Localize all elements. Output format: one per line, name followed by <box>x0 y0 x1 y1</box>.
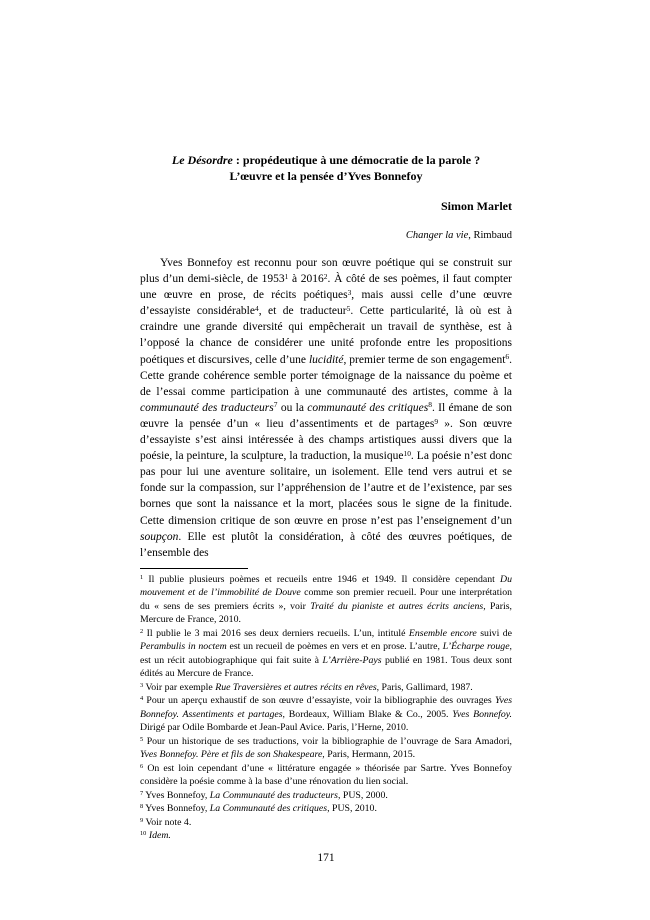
text-run: . La poésie n’est donc pas pour lui une aventure solitaire, un isolement. Elle tend vers autrui et se fonde sur la compassion, sur l’appréhension de l’autre et de l’existence, par ses bornes que sont la naissance et la mort, placées sous le signe de la finitude. Cette dimension critique de son œuvre en prose n’est pas l’enseignement d’un <box>140 450 512 527</box>
text-block <box>140 152 512 843</box>
text-run: Perambulis in noctem <box>140 641 227 653</box>
article-title <box>140 152 512 184</box>
text-run: , Paris, Gallimard, 1987. <box>376 681 473 693</box>
footnote-item <box>140 789 512 803</box>
text-run: . Elle est plutôt la considération, à côté des œuvres poétiques, de l’ensemble des <box>140 530 512 559</box>
article-title-line2: L’œuvre et la pensée d’Yves Bonnefoy <box>229 169 423 183</box>
text-run: soupçon <box>140 530 179 543</box>
footnote-item <box>140 829 512 843</box>
text-run: La Communauté des critiques <box>209 803 328 815</box>
text-run: , est un récit autobiographique qui fait suite à <box>140 641 512 666</box>
footnote-reference: 5 <box>346 303 351 313</box>
text-run: On est loin cependant d’une « littérature engagée » théorisée par Sartre. Yves Bonnefoy considère la poésie comme à la base d’une rénovation du lien social. <box>140 762 512 788</box>
text-run: , PUS, 2000. <box>337 789 388 801</box>
text-run: Traité du pianiste et autres écrits anciens <box>310 600 484 612</box>
footnote-item <box>140 735 512 762</box>
text-run: ». Son œuvre d’essayiste s’est ainsi intéressée à des champs artistiques aussi divers que la poésie, la peinture, la sculpture, la traduction, la musique <box>140 417 513 463</box>
text-run: est un recueil de poèmes en vers et en prose. L’autre, <box>226 641 443 653</box>
text-run: communauté des critiques <box>307 401 429 414</box>
footnote-item <box>140 681 512 695</box>
footnote-item <box>140 802 512 816</box>
text-run: ou la <box>277 401 308 414</box>
footnote-number: 10 <box>140 830 147 838</box>
text-run: Yves Bonnefoy, <box>145 789 210 801</box>
footnote-reference: 2 <box>323 271 328 281</box>
text-run: Du mouvement et de l’immobilité de Douve <box>140 573 513 599</box>
footnote-number: 8 <box>140 803 144 811</box>
footnote-number: 5 <box>140 735 144 743</box>
text-run: . Cette grande cohérence semble porter témoignage de la naissance du poème et de l’essai comme participation à une communauté des artistes, comme à la <box>140 353 512 398</box>
footnote-reference: 8 <box>428 400 432 410</box>
text-run: suivi de <box>476 627 513 639</box>
text-run: Yves Bonnefoy. Assentiments et partages <box>140 695 513 720</box>
text-run: communauté des traducteurs <box>140 401 274 414</box>
text-run: , Bordeaux, William Blake & Co., 2005. <box>282 708 453 720</box>
text-run: Yves Bonnefoy, <box>145 803 210 815</box>
footnote-number: 4 <box>140 695 144 703</box>
text-run: . Il émane de son œuvre la pensée d’un « lieu d’assentiments et de partages <box>140 401 512 430</box>
text-run: . À côté de ses poèmes, il faut compter une œuvre en prose, de récits poétiques <box>140 273 513 302</box>
footnote-reference: 10 <box>403 448 411 458</box>
footnote-reference: 7 <box>273 400 278 410</box>
text-run: Ensemble encore <box>408 627 477 639</box>
footnote-reference: 9 <box>434 416 439 426</box>
footnote-item <box>140 573 512 627</box>
text-run: Il publie le 3 mai 2016 ses deux derniers recueils. L’un, intitulé <box>146 627 409 639</box>
text-run: , mais aussi celle d’une œuvre d’essayiste considérable <box>140 289 512 318</box>
epigraph <box>140 229 512 242</box>
text-run: Rue Traversières et autres récits en rêves <box>215 681 377 693</box>
footnote-item <box>140 694 512 735</box>
text-run: Yves Bonnefoy est reconnu pour son œuvre poétique qui se construit sur plus d’un demi-siècle, de 1953 <box>140 257 512 286</box>
text-run: L’Arrière-Pays <box>322 654 382 666</box>
text-run: Voir note 4. <box>145 816 192 828</box>
text-run: . Cette particularité, là où est à craindre une grande diversité qui empêcherait un travail de synthèse, est à l’opposé la chance de considérer une unité profonde entre les propositions poétiques et discursives, celle d’une <box>140 305 512 366</box>
text-run: , Rimbaud <box>468 230 512 241</box>
text-run: , Paris, Hermann, 2015. <box>322 749 416 761</box>
text-run: , PUS, 2010. <box>327 803 377 815</box>
text-run: Dirigé par Odile Bombarde et Jean-Paul Avice. Paris, l’Herne, 2010. <box>140 722 409 734</box>
text-run: L’Écharpe rouge <box>442 641 510 653</box>
footnote-number: 1 <box>140 573 144 581</box>
text-run: , Paris, Mercure de France, 2010. <box>140 600 512 626</box>
text-run: : propédeutique à une démocratie de la parole ? <box>232 153 481 167</box>
footnote-reference: 4 <box>254 303 259 313</box>
text-run: La Communauté des traducteurs <box>209 789 338 801</box>
text-run: Idem. <box>148 830 171 842</box>
footnote-item <box>140 816 512 830</box>
footnote-item <box>140 762 512 789</box>
text-run: Pour un aperçu exhaustif de son œuvre d’essayiste, voir la bibliographie des ouvrages <box>146 695 495 707</box>
footnote-number: 6 <box>140 762 144 770</box>
text-run: , et de traducteur <box>258 305 347 318</box>
footnote-number: 2 <box>140 627 144 635</box>
text-run: à 2016 <box>288 273 324 286</box>
footnote-separator <box>140 568 248 569</box>
text-run: Le Désordre <box>171 153 233 167</box>
text-run: comme son premier recueil. Pour une interprétation du « sens de ses premiers écrits », voir <box>140 587 512 612</box>
footnote-reference: 1 <box>284 271 289 281</box>
text-run: Il publie plusieurs poèmes et recueils entre 1946 et 1949. Il considère cependant <box>148 573 501 585</box>
body-paragraph <box>140 255 512 561</box>
text-run: Pour un historique de ses traductions, voir la bibliographie de l’ouvrage de Sara Amadori, <box>146 735 512 747</box>
footnote-number: 9 <box>140 816 144 824</box>
footnote-reference: 3 <box>347 287 352 297</box>
text-run: Yves Bonnefoy. Père et fils de son Shakespeare <box>140 749 323 761</box>
text-run: Voir par exemple <box>145 681 216 693</box>
footnote-number: 3 <box>140 681 144 689</box>
page-number: 171 <box>317 852 335 864</box>
footnote-reference: 6 <box>505 352 510 362</box>
author-name: Simon Marlet <box>441 199 512 213</box>
text-run: publié en 1981. Tous deux sont édités au Mercure de France. <box>140 654 512 680</box>
text-run: , premier terme de son engagement <box>343 353 506 366</box>
article-title-line1 <box>140 152 512 168</box>
footnote-item <box>140 627 512 681</box>
footnotes-section <box>140 573 512 843</box>
footnote-number: 7 <box>140 789 144 797</box>
text-run: Yves Bonnefoy. <box>452 708 512 720</box>
text-run: Changer la vie <box>405 230 469 241</box>
text-run: lucidité <box>308 353 344 366</box>
